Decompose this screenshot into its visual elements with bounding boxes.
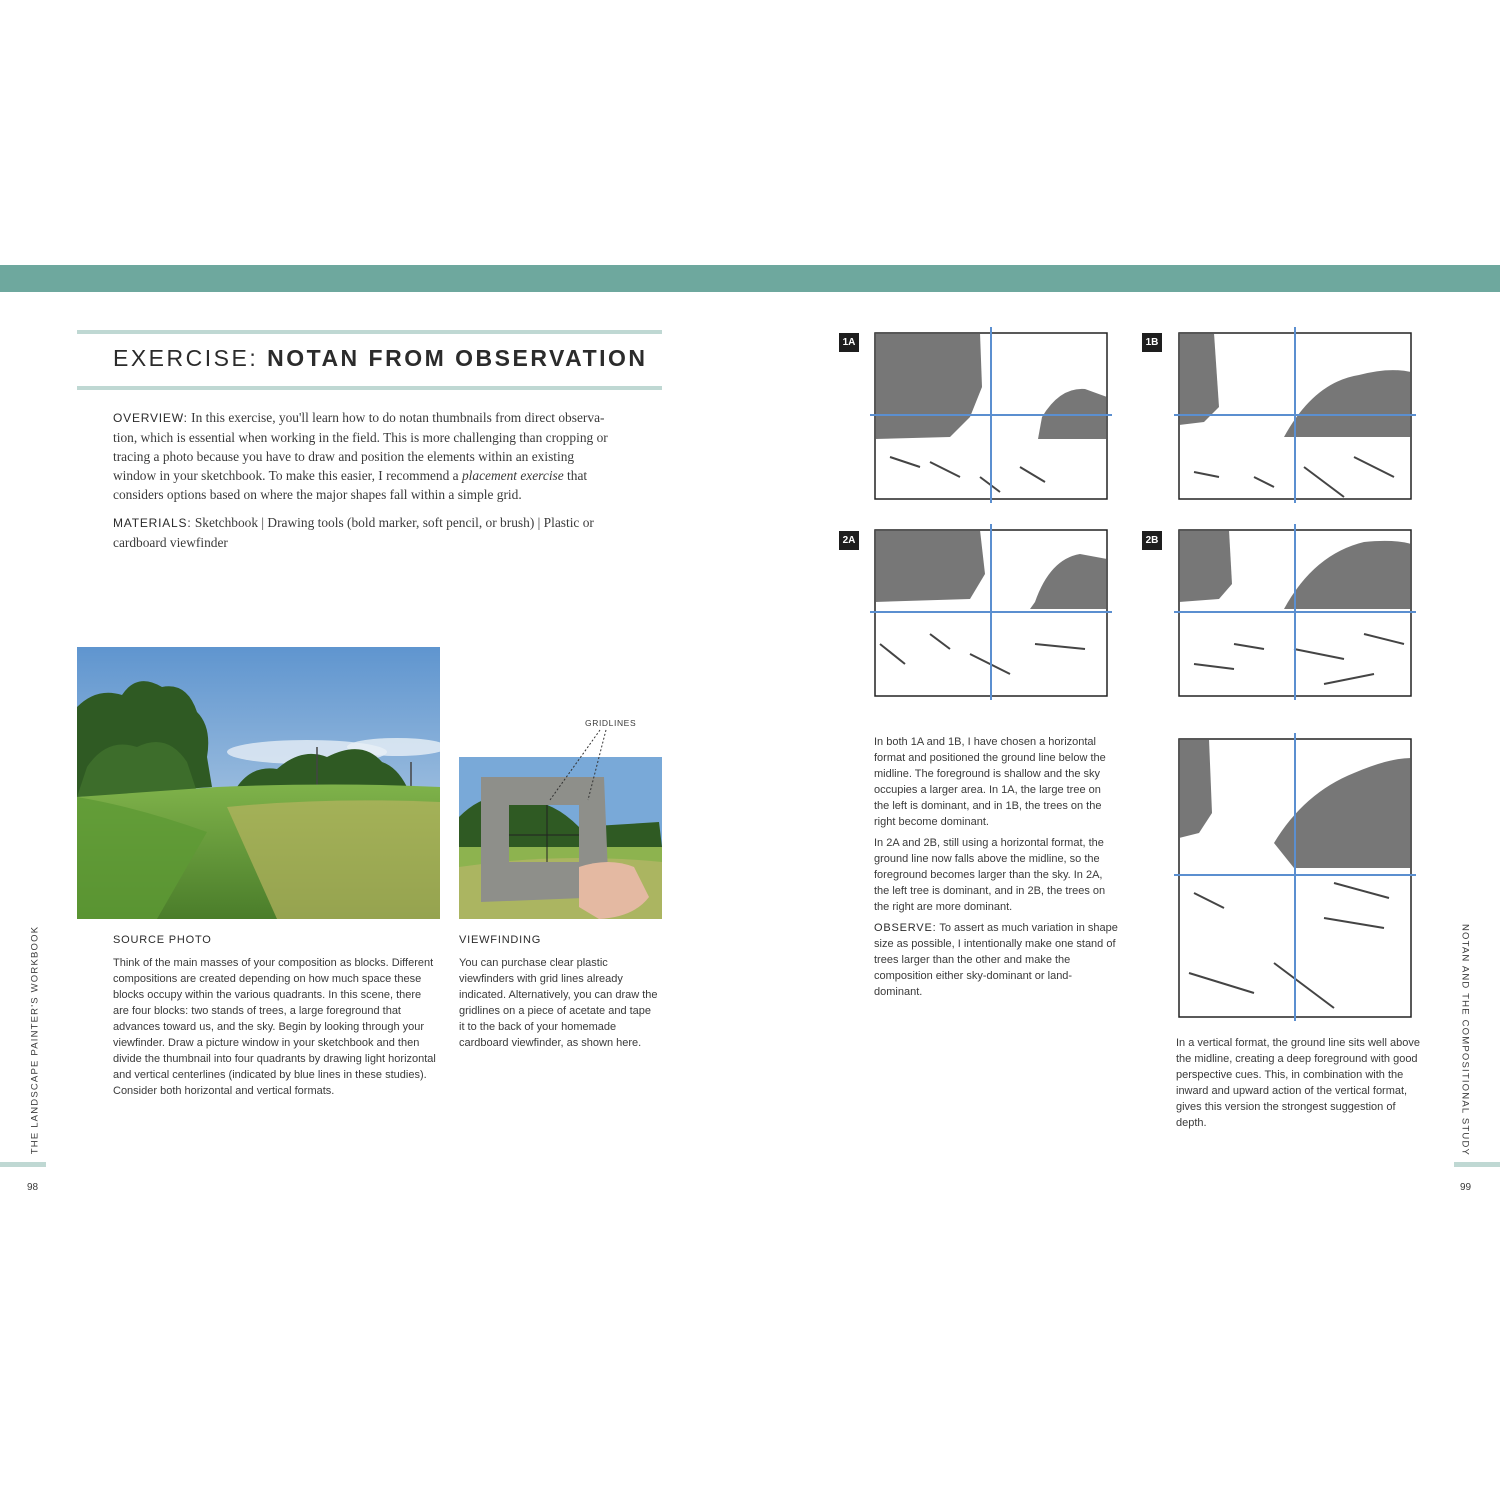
- page-title: [113, 345, 648, 372]
- gridlines-callout-lines: [540, 728, 620, 808]
- title-prefix: EXERCISE:: [113, 345, 259, 371]
- studies-explanation: [874, 734, 1119, 1005]
- sketch-1b: [1174, 327, 1416, 503]
- overview-text-2: that considers options based on where the major shapes fall within a simple grid.: [113, 468, 588, 502]
- sketch-1a: [870, 327, 1112, 503]
- viewfinding-caption: You can purchase clear plastic viewfinders with grid lines already indicated. Alternatively, you can draw the gridlines on a piece of acetate and tape it to the back of your homemade cardboard viewfinder, as shown here.: [459, 957, 658, 1049]
- observe-text: To assert as much variation in shape size as possible, I intentionally make one stand of trees larger than the other and make the composition either sky-dominant or land-dominant.: [874, 922, 1118, 998]
- page-number-left: 98: [27, 1182, 39, 1193]
- title-rule-top: [77, 330, 662, 334]
- header-band: [0, 265, 1500, 292]
- viewfinding-title: VIEWFINDING: [459, 934, 542, 946]
- source-photo: [77, 647, 440, 919]
- materials-text: Sketchbook | Drawing tools (bold marker, soft pencil, or brush) | Plastic or cardboard viewfinder: [113, 515, 594, 550]
- overview-paragraph: [113, 408, 608, 504]
- overview-text-1: In this exercise, you'll learn how to do notan thumbnails from direct observa-tion, which is essential when working in the field. This is more challenging than cropping or tracing a photo because you have to draw and position the elements within an existing window in your sketchbook. To make this easier, I recommend a: [113, 410, 608, 483]
- materials-label: MATERIALS:: [113, 516, 192, 530]
- spine-chapter-title: NOTAN AND THE COMPOSITIONAL STUDY: [1459, 923, 1471, 1157]
- source-photo-title: SOURCE PHOTO: [113, 934, 212, 946]
- footer-rule-left: [0, 1162, 46, 1167]
- footer-rule-right: [1454, 1162, 1500, 1167]
- badge-2b: 2B: [1142, 531, 1162, 550]
- spine-book-title: THE LANDSCAPE PAINTER'S WORKBOOK: [29, 925, 41, 1155]
- observe-label: OBSERVE:: [874, 922, 937, 934]
- overview-label: OVERVIEW:: [113, 411, 188, 425]
- sketch-2b: [1174, 524, 1416, 700]
- sketch-vertical: [1174, 733, 1416, 1021]
- vertical-format-caption: In a vertical format, the ground line sits well above the midline, creating a deep foreground with good perspective cues. This, in combination with the inward and upward action of the vertical format, gives this version the strongest suggestion of depth.: [1176, 1037, 1420, 1129]
- title-main: NOTAN FROM OBSERVATION: [267, 345, 648, 371]
- materials-paragraph: [113, 513, 608, 552]
- source-photo-caption: Think of the main masses of your composition as blocks. Different compositions are created depending on how much space these blocks occupy within the various quadrants. In this scene, there are four blocks: two stands of trees, a large foreground that advances toward us, and the sky. Begin by looking through your viewfinder. Draw a picture window in your sketchbook and then divide the thumbnail into four quadrants by drawing light horizontal and vertical centerlines (indicated by blue lines in these studies). Consider both horizontal and vertical formats.: [113, 957, 436, 1097]
- title-rule-bottom: [77, 386, 662, 390]
- badge-1a: 1A: [839, 333, 859, 352]
- sketch-2a: [870, 524, 1112, 700]
- studies-paragraph-2: In 2A and 2B, still using a horizontal format, the ground line now falls above the midline, so the foreground becomes larger than the sky. In 2A, the left tree is dominant, and in 2B, the trees on the right are more dominant.: [874, 837, 1106, 913]
- badge-1b: 1B: [1142, 333, 1162, 352]
- badge-2a: 2A: [839, 531, 859, 550]
- page-number-right: 99: [1460, 1182, 1472, 1193]
- gridlines-callout-label: GRIDLINES: [585, 718, 637, 728]
- observe-paragraph: [874, 920, 1119, 1000]
- overview-emphasis: placement exercise: [461, 468, 564, 483]
- studies-paragraph-1: In both 1A and 1B, I have chosen a horizontal format and positioned the ground line below the midline. The foreground is shallow and the sky occupies a larger area. In 1A, the large tree on the left is dominant, and in 1B, the trees on the right become dominant.: [874, 736, 1106, 828]
